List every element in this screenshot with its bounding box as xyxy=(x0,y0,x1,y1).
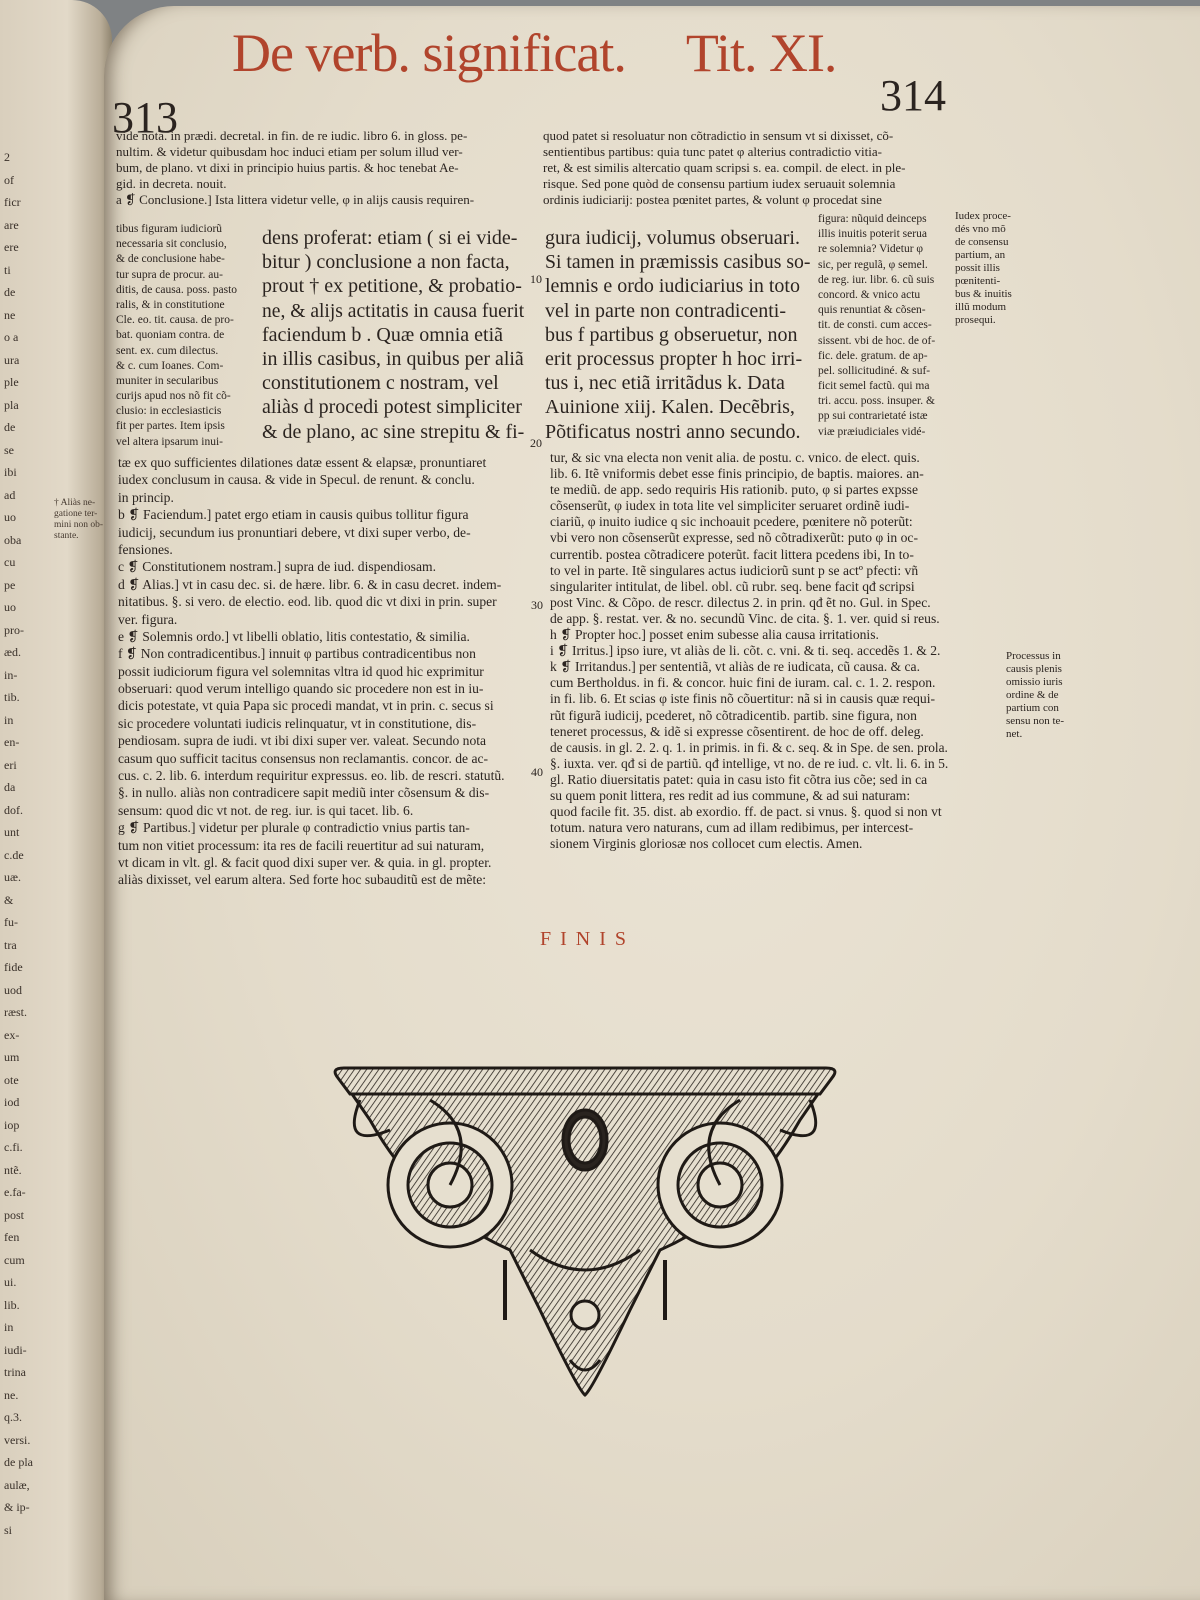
text-line: concord. & vnico actu xyxy=(818,288,921,301)
left-page-fragment: ere xyxy=(4,240,19,254)
left-page-fragment: dof. xyxy=(4,802,23,817)
text-line: singulariter intitulat, de libel. obl. cũ rubr. seq. bene facit qđ scripsi xyxy=(550,578,915,594)
text-line: bum, de plano. vt dixi in principio huius partis. & hoc tenebat Ae- xyxy=(116,160,459,175)
text-line: ciariũ, φ inuito iudice q sic inchoauit pcedere, pœnitere nõ poterũt: xyxy=(550,514,913,530)
text-line: ditis, de causa. poss. pasto xyxy=(116,283,238,296)
text-line: & de plano, ac sine strepitu & fi- xyxy=(262,420,525,443)
text-line: bus & inuitis xyxy=(955,288,1012,300)
text-line: re solemnia? Videtur φ xyxy=(818,243,924,256)
text-line: stante. xyxy=(54,531,79,541)
text-line: pœnitenti- xyxy=(955,275,1001,287)
left-page-fragment: aulæ, xyxy=(4,1477,30,1492)
left-page-fragment: ote xyxy=(4,1072,19,1087)
text-line: ralis, & in constitutione xyxy=(116,298,225,311)
text-line: bitur ) conclusione a non facta, xyxy=(262,251,510,274)
left-page-fragment: in xyxy=(4,712,14,727)
text-line: aliàs dixisset, vel earum altera. Sed forte hoc subauditũ est de mẽte: xyxy=(118,872,487,888)
text-line: viæ præiudiciales vidé- xyxy=(818,425,926,438)
left-page-fragment: in- xyxy=(4,667,18,682)
left-page-fragment: de pla xyxy=(4,1455,33,1469)
commentary-top-left xyxy=(116,128,531,208)
left-page-fragment: uod xyxy=(4,982,22,997)
text-line: cõsenserũt, φ iudex in tota lite vel simpliciter seruaret ordinẽ iudi- xyxy=(550,498,910,514)
left-page-fragment: uæ. xyxy=(4,870,22,884)
text-line: mini non ob- xyxy=(54,520,104,530)
left-page-fragment: fen xyxy=(4,1230,20,1244)
left-page-fragment: q.3. xyxy=(4,1410,22,1424)
text-line: dicis potestate, vt quia Papa sic procedi mandat, vt in prin. c. secus si xyxy=(118,698,494,714)
text-line: necessaria sit conclusio, xyxy=(116,238,227,251)
left-page-fragment: 2 xyxy=(4,150,10,164)
text-line: bat. quoniam contra. de xyxy=(116,329,225,342)
main-text-column-2 xyxy=(545,226,810,444)
text-line: vbi vero non cõsenserũt expresse, sed nõ cõtradixerũt: puto φ in oc- xyxy=(550,530,918,546)
text-line: in fi. lib. 6. Et scias φ iste finis nõ cõuertitur: nã si in causis quæ requi- xyxy=(550,691,936,707)
text-line: ver. figura. xyxy=(118,611,178,627)
text-line: erit processus propter h hoc irri- xyxy=(545,347,803,370)
text-line: teneret processus, & idẽ si expresse cõsentirent. de hoc de off. deleg. xyxy=(550,723,924,739)
text-line: rũt figurã iudicij, pcederet, nõ cõtradicentib. partib. sine figura, non xyxy=(550,707,917,723)
text-line: fic. dele. gratum. de ap- xyxy=(818,349,928,362)
margin-note-right-2 xyxy=(1006,650,1064,741)
margin-note-right-1 xyxy=(955,210,1012,327)
text-line: vt dicam in vlt. gl. & facit quod dixi super ver. & quia. in gl. propter. xyxy=(118,854,492,870)
left-page-fragment: c.de xyxy=(4,847,24,862)
text-line: tri. accu. poss. insuper. & xyxy=(818,395,935,408)
text-line: curijs apud nos nõ fit cõ- xyxy=(116,390,231,403)
text-line: fit per partes. Item ipsis xyxy=(116,420,225,433)
text-line: h ❡ Propter hoc.] posset enim subesse alia causa irritationis. xyxy=(550,627,879,643)
left-page-fragment: fide xyxy=(4,960,23,974)
running-title xyxy=(232,22,836,84)
left-page-fragment: pe xyxy=(4,577,16,592)
text-line: ficit semel factũ. qui ma xyxy=(818,380,930,393)
left-page-fragment: iop xyxy=(4,1117,20,1132)
left-page-fragment: si xyxy=(4,1522,13,1537)
text-line: ret, & est similis altercatio quam scripsi s. ea. compil. de elect. in ple- xyxy=(543,160,906,175)
text-line: quod patet si resoluatur non cõtradictio in sensum vt si dixisset, cõ- xyxy=(543,128,894,143)
text-line: sentientibus partibus: quia tunc patet φ alterius contradictio vitia- xyxy=(543,144,882,159)
left-page-fragment: æd. xyxy=(4,645,22,659)
text-line: Põtificatus nostri anno secundo. xyxy=(545,420,801,443)
text-line: clusio: in ecclesiasticis xyxy=(116,405,222,418)
line-number: 10 xyxy=(530,272,542,286)
left-page-fragment: ibi xyxy=(4,465,17,479)
text-line: c ❡ Constitutionem nostram.] supra de iud. dispendiosam. xyxy=(118,559,436,575)
line-number: 20 xyxy=(530,436,542,450)
left-page-fragment: ple xyxy=(4,375,19,389)
text-line: nitatibus. §. si vero. de electio. eod. lib. quod dic vt dixi in prin. super xyxy=(118,594,497,610)
text-line: possit iudiciorum figura vel solemnitas vltra id quod hic exprimitur xyxy=(118,663,484,679)
text-line: partium con xyxy=(1006,702,1059,714)
finis-colophon: FINIS xyxy=(540,928,636,950)
text-line: b ❡ Faciendum.] patet ergo etiam in causis quibus tollitur figura xyxy=(118,507,469,523)
left-page-fragment: um xyxy=(4,1050,20,1064)
text-line: de reg. iur. libr. 6. cũ suis xyxy=(818,273,935,286)
left-page-fragment: of xyxy=(4,172,14,187)
text-line: possit illis xyxy=(955,262,1000,274)
text-line: iudicij, secundum ius pronuntiari debere, vt dixi super verbo, de- xyxy=(118,524,471,540)
text-line: faciendum b . Quæ omnia etiã xyxy=(262,323,504,346)
left-page-fragment: uo xyxy=(4,510,16,524)
text-line: fensiones. xyxy=(118,541,173,557)
text-line: illũ modum xyxy=(955,301,1007,313)
title-number: Tit. XI. xyxy=(685,23,837,83)
text-line: gatione ter- xyxy=(54,509,98,519)
left-page-fragment: en- xyxy=(4,735,20,749)
text-line: tum non vitiet processum: ita res de facili reuertitur ad sui naturam, xyxy=(118,837,485,853)
left-page-fragment: post xyxy=(4,1207,25,1222)
text-line: gid. in decreta. nouit. xyxy=(116,176,227,191)
text-line: ordine & de xyxy=(1006,689,1059,701)
text-line: ne, & alijs actitatis in causa fuerit xyxy=(262,299,525,322)
text-line: prout † ex petitione, & probatio- xyxy=(262,275,522,298)
left-page-fragment: lib. xyxy=(4,1297,20,1312)
left-page-fragment: iudi- xyxy=(4,1342,27,1357)
text-line: iudex conclusum in causa. & vide in Specul. de renunt. & conclu. xyxy=(118,472,475,488)
commentary-narrow-left xyxy=(116,222,256,450)
text-line: i ❡ Irritus.] ipso iure, vt aliàs de li. cõt. c. vni. & ti. seq. accedẽs 1. & 2. xyxy=(550,643,941,659)
text-line: de app. §. restat. ver. & no. secundũ Vinc. de cita. §. 1. ver. quid si reus. xyxy=(550,610,940,626)
text-line: tur, & sic vna electa non venit alia. de postu. c. vnico. de elect. quis. xyxy=(550,450,920,465)
text-line: currentib. postea cõtradicere poterũt. facit littera pcedens ibi, In to- xyxy=(550,546,914,562)
text-line: constitutionem c nostram, vel xyxy=(262,372,499,395)
left-page-fragment: se xyxy=(4,442,14,457)
text-line: dés vno mõ xyxy=(955,223,1006,235)
line-number: 30 xyxy=(531,598,543,612)
text-line: Cle. eo. tit. causa. de pro- xyxy=(116,314,234,327)
left-page-fragment: ræst. xyxy=(4,1005,28,1019)
text-line: pel. sollicitudiné. & suf- xyxy=(818,364,931,377)
text-line: sent. ex. cum dilectus. xyxy=(116,344,219,357)
page-number-right: 314 xyxy=(880,71,946,120)
left-page-fragment: & ip- xyxy=(4,1500,30,1514)
text-line: tur supra de procur. au- xyxy=(116,268,223,281)
left-page-fragment: ui. xyxy=(4,1275,17,1289)
left-page-fragment: ura xyxy=(4,352,20,367)
left-page-fragment: versi. xyxy=(4,1432,31,1447)
line-number: 40 xyxy=(531,765,543,779)
text-line: Si tamen in præmissis casibus so- xyxy=(545,251,811,274)
left-page-fragment: da xyxy=(4,780,16,794)
text-line: Processus in xyxy=(1006,650,1061,662)
text-line: causis plenis xyxy=(1006,663,1062,675)
left-page-fragment: tra xyxy=(4,937,17,952)
text-line: omissio iuris xyxy=(1006,676,1063,688)
text-line: gura iudicij, volumus obseruari. xyxy=(545,227,800,249)
text-line: quis renuntiat & cõsen- xyxy=(818,304,926,317)
text-line: net. xyxy=(1006,728,1023,740)
text-line: pendiosam. supra de iudi. vt ibi dixi super ver. valeat. Secundo nota xyxy=(118,733,487,749)
text-line: partium, an xyxy=(955,249,1006,261)
left-page-fragment: e.fa- xyxy=(4,1185,26,1199)
text-line: d ❡ Alias.] vt in casu dec. si. de hære. libr. 6. & in casu decret. indem- xyxy=(118,576,502,592)
text-line: g ❡ Partibus.] videtur per plurale φ contradictio vnius partis tan- xyxy=(118,820,470,836)
text-line: f ❡ Non contradicentibus.] innuit φ partibus contradicentibus non xyxy=(118,646,476,662)
text-line: Iudex proce- xyxy=(955,210,1011,222)
text-line: totum. natura vero naturans, cum ad illam redibimus, per intercest- xyxy=(550,820,914,836)
left-page-fragment: ex- xyxy=(4,1027,20,1042)
text-line: de consensu xyxy=(955,236,1009,248)
text-line: tæ ex quo sufficientes dilationes datæ essent & elapsæ, pronuntiaret xyxy=(118,455,487,470)
text-line: illis inuitis poterit serua xyxy=(818,228,927,241)
left-page-fragment: & xyxy=(4,892,14,907)
text-line: sensu non te- xyxy=(1006,715,1065,727)
left-page-fragment: ne xyxy=(4,307,16,322)
text-line: sissent. vbi de hoc. de of- xyxy=(818,334,936,347)
left-page-fragment: unt xyxy=(4,825,20,839)
left-page-fragment: o a xyxy=(4,330,19,344)
text-line: §. in nullo. aliàs non contradicere sapit mediũ inter cõsensum & dis- xyxy=(118,785,490,801)
text-line: lemnis e ordo iudiciarius in toto xyxy=(545,275,800,298)
text-line: vide nota. in prædi. decretal. in fin. de re iudic. libro 6. in gloss. pe- xyxy=(116,128,468,143)
commentary-lower-left xyxy=(118,454,526,889)
left-page-fragment: de xyxy=(4,420,16,434)
text-line: sionem Virginis gloriosæ nos collocet cum electis. Amen. xyxy=(550,836,863,852)
text-line: obseruari: quod verum intelligo quando sic procedere non est in iu- xyxy=(118,681,484,697)
text-line: & c. cum Ioanes. Com- xyxy=(116,359,224,372)
text-line: & de conclusione habe- xyxy=(116,253,225,266)
text-line: e ❡ Solemnis ordo.] vt libelli oblatio, litis contestatio, & similia. xyxy=(118,628,470,644)
left-page-fragment: cu xyxy=(4,555,16,569)
left-page-fragment: cum xyxy=(4,1252,25,1267)
left-page-fragment: are xyxy=(4,217,19,232)
text-line: vel in parte non contradicenti- xyxy=(545,299,787,322)
left-page-fragment: pro- xyxy=(4,622,24,637)
text-line: sic procedere voluntati iudicis relinquatur, vt in constitutione, dis- xyxy=(118,715,477,731)
left-page-fragment: ti xyxy=(4,262,11,277)
commentary-lower-right xyxy=(550,450,948,852)
text-line: casum quo sufficit tacitus consensus non reclamantis. concor. de ac- xyxy=(118,750,489,766)
text-line: ordinis iudiciarij: postea pœnitet partes, & volunt φ procedat sine xyxy=(543,192,882,207)
text-line: figura: nũquid deinceps xyxy=(818,213,927,225)
text-line: aliàs d procedi potest simpliciter xyxy=(262,396,522,419)
main-text-column-1 xyxy=(262,226,524,444)
text-line: muniter in secularibus xyxy=(116,374,219,387)
left-page-fragment: ficr xyxy=(4,195,21,209)
text-line: in illis casibus, in quibus per aliã xyxy=(262,347,524,370)
text-line: in princip. xyxy=(118,489,174,505)
left-page-fragment: de xyxy=(4,285,16,299)
text-line: to vel in parte. Itẽ singulares actus iudiciorũ sunt p se actº pfecti: vñ xyxy=(550,562,919,578)
left-page-fragment: fu- xyxy=(4,915,18,929)
left-page-fragment: uo xyxy=(4,600,16,614)
text-line: tus i, nec etiã irritãdus k. Data xyxy=(545,372,785,395)
text-line: §. iuxta. ver. qđ si de partiũ. qđ intellige, vt no. de re iud. c. vlt. li. 6. in 5. xyxy=(550,755,949,771)
commentary-top-right xyxy=(543,128,948,208)
margin-note-left xyxy=(54,498,112,542)
page-number-left: 313 xyxy=(112,93,178,142)
text-line: tibus figuram iudiciorũ xyxy=(116,223,223,235)
text-line: sensum: quod dic vt not. de reg. iur. is qui tacet. lib. 6. xyxy=(118,802,414,818)
woodcut-ornament-tailpiece xyxy=(330,1060,840,1400)
running-title-text: De verb. significat. xyxy=(232,23,626,83)
left-page-fragment: oba xyxy=(4,532,22,547)
text-line: dens proferat: etiam ( si ei vide- xyxy=(262,227,518,249)
text-line: prosequi. xyxy=(955,314,996,326)
text-line: sic, per regulã, φ semel. xyxy=(818,258,928,271)
left-page-fragment: ne. xyxy=(4,1387,19,1402)
left-page-fragment: eri xyxy=(4,757,17,772)
left-page-fragment: iod xyxy=(4,1095,20,1109)
left-page-fragment: in xyxy=(4,1320,14,1334)
text-line: su quem ponit littera, res redit ad ius commune, & ad sui naturam: xyxy=(550,787,911,803)
left-page-fragment: ad xyxy=(4,487,16,502)
left-page-fragment: c.fi. xyxy=(4,1140,23,1154)
text-line: a ❡ Conclusione.] Ista littera videtur velle, φ in alijs causis requiren- xyxy=(116,192,475,207)
text-line: tit. de consti. cum acces- xyxy=(818,319,932,332)
text-line: bus f partibus g obseruetur, non xyxy=(545,323,798,346)
text-line: cum Bertholdus. in fi. & concor. huic fini de iuram. cal. c. 1. 2. respon. xyxy=(550,675,936,691)
text-line: Auinione xiij. Kalen. Decẽbris, xyxy=(545,396,795,419)
text-line: k ❡ Irritandus.] per sententiã, vt aliàs de re iudicata, cũ causa. & ca. xyxy=(550,659,920,675)
left-page-fragment: trina xyxy=(4,1365,26,1379)
text-line: te mediũ. de app. sedo requiris His rationib. puto, φ si partes expsse xyxy=(550,482,919,498)
text-line: cus. c. 2. lib. 6. interdum requiritur expressus. eo. lib. de rescri. statutũ. xyxy=(118,768,505,784)
text-line: nultim. & videtur quibusdam hoc induci etiam per solum illud ver- xyxy=(116,144,463,159)
commentary-narrow-right xyxy=(818,212,950,440)
left-page-fragment: pla xyxy=(4,397,19,412)
text-line: de causis. in gl. 2. 2. q. 1. in primis. in fi. & c. seq. & in Spe. de sen. prola. xyxy=(550,739,948,755)
left-page-fragment: ntẽ. xyxy=(4,1162,22,1177)
left-page-fragment: tib. xyxy=(4,690,20,704)
text-line: pp sui contrarietaté istæ xyxy=(818,410,928,423)
text-line: post Vinc. & Cõpo. de rescr. dilectus 2. in prin. qđ ẽt no. Gul. in Spec. xyxy=(550,594,931,610)
text-line: † Aliàs ne- xyxy=(54,498,96,508)
text-line: lib. 6. Itẽ vniformis debet esse finis principio, de baptis. maiores. an- xyxy=(550,466,924,482)
text-line: risque. Sed pone quòd de consensu partium iudex seruauit solemnia xyxy=(543,176,896,191)
text-line: vel altera ipsarum inui- xyxy=(116,435,223,448)
text-line: gl. Ratio diuersitatis patet: quia in casu isto fit cõtra ius cõe; sed in ca xyxy=(550,771,928,787)
text-line: quod facile fit. 35. dist. ab exordio. ff. de pact. si vnus. §. quod si non vt xyxy=(550,804,942,820)
